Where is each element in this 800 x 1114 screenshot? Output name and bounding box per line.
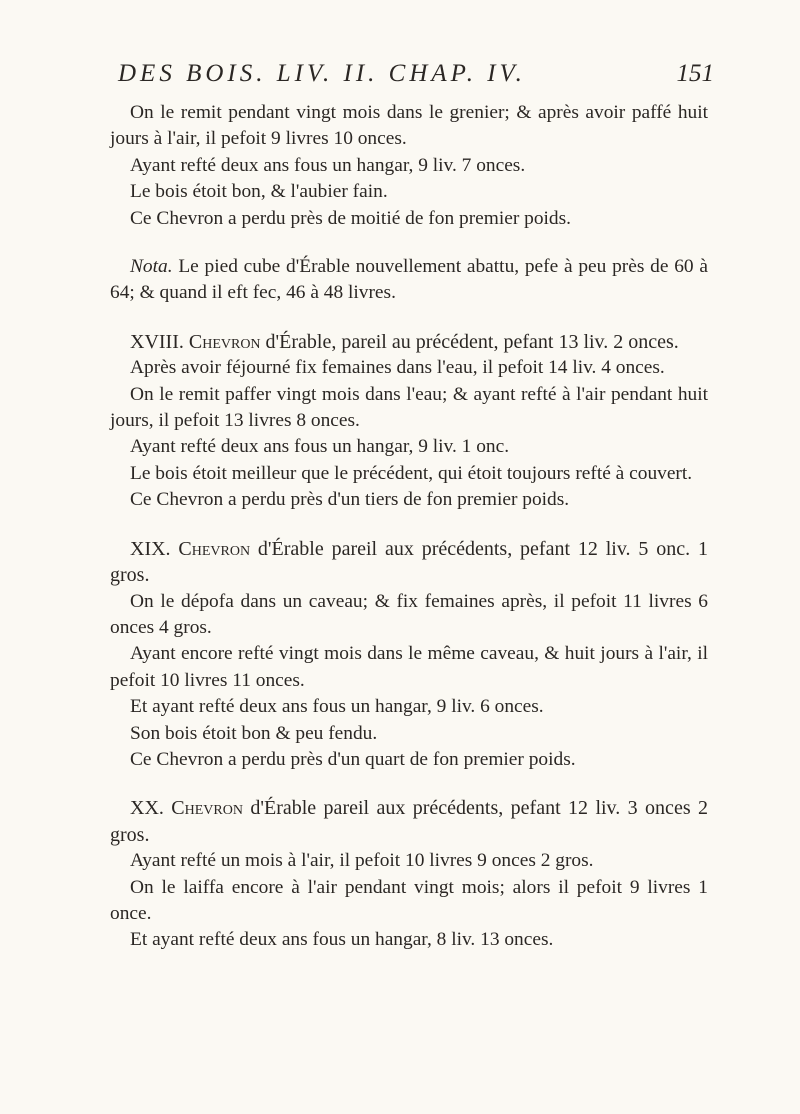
section-label: XX. Chevron [130, 797, 243, 820]
paragraph: Ayant encore refté vingt mois dans le même caveau, & huit jours à l'air, il pefoit 10 livres 11 onces. [110, 643, 708, 691]
section-heading-xx: XX. Chevron d'Érable pareil aux précédents, pefant 12 liv. 3 onces 2 gros. [110, 797, 708, 846]
paragraph: Après avoir féjourné fix femaines dans l'eau, il pefoit 14 liv. 4 onces. [130, 357, 665, 379]
paragraph: Ce Chevron a perdu près d'un tiers de fon premier poids. [130, 489, 570, 511]
running-header [118, 60, 714, 96]
paragraph: Le bois étoit bon, & l'aubier fain. [130, 181, 388, 203]
page-body [110, 100, 708, 954]
section-heading-xviii: XVIII. Chevron d'Érable, pareil au précédent, pefant 13 liv. 2 onces. [130, 330, 679, 353]
nota-label: Nota. [130, 256, 173, 278]
paragraph: Et ayant refté deux ans fous un hangar, 9 liv. 6 onces. [130, 696, 544, 718]
running-title: DES BOIS. LIV. II. CHAP. IV. [118, 60, 526, 87]
page-number: 151 [676, 60, 714, 87]
paragraph: Ce Chevron a perdu près d'un quart de fon premier poids. [130, 748, 576, 770]
paragraph: On le remit paffer vingt mois dans l'eau; & ayant refté à l'air pendant huit jours, il pefoit 13 livres 8 onces. [110, 383, 708, 432]
nota-paragraph: Nota. Le pied cube d'Érable nouvellement abattu, pefe à peu près de 60 à 64; & quand il eft fec, 46 à 48 livres. [110, 256, 708, 304]
paragraph: Ayant refté un mois à l'air, il pefoit 10 livres 9 onces 2 gros. [130, 850, 594, 872]
paragraph: Son bois étoit bon & peu fendu. [130, 722, 378, 744]
section-label: XVIII. Chevron [130, 330, 261, 353]
paragraph: Ce Chevron a perdu près de moitié de fon premier poids. [130, 207, 572, 229]
section-label: XIX. Chevron [130, 537, 251, 560]
section-heading-xix: XIX. Chevron d'Érable pareil aux précédents, pefant 12 liv. 5 onc. 1 gros. [110, 537, 708, 587]
paragraph: Le bois étoit meilleur que le précédent, qui étoit toujours refté à couvert. [130, 462, 693, 484]
paragraph: On le dépofa dans un caveau; & fix femaines après, il pefoit 11 livres 6 onces 4 gros. [110, 590, 708, 638]
paragraph: On le remit pendant vingt mois dans le grenier; & après avoir paffé huit jours à l'air, il pefoit 9 livres 10 onces. [110, 102, 708, 150]
paragraph: Ayant refté deux ans fous un hangar, 9 liv. 7 onces. [130, 154, 526, 176]
paragraph: Et ayant refté deux ans fous un hangar, 8 liv. 13 onces. [130, 929, 554, 951]
paragraph: Ayant refté deux ans fous un hangar, 9 liv. 1 onc. [130, 436, 510, 458]
paragraph: On le laiffa encore à l'air pendant vingt mois; alors il pefoit 9 livres 1 once. [110, 876, 708, 924]
